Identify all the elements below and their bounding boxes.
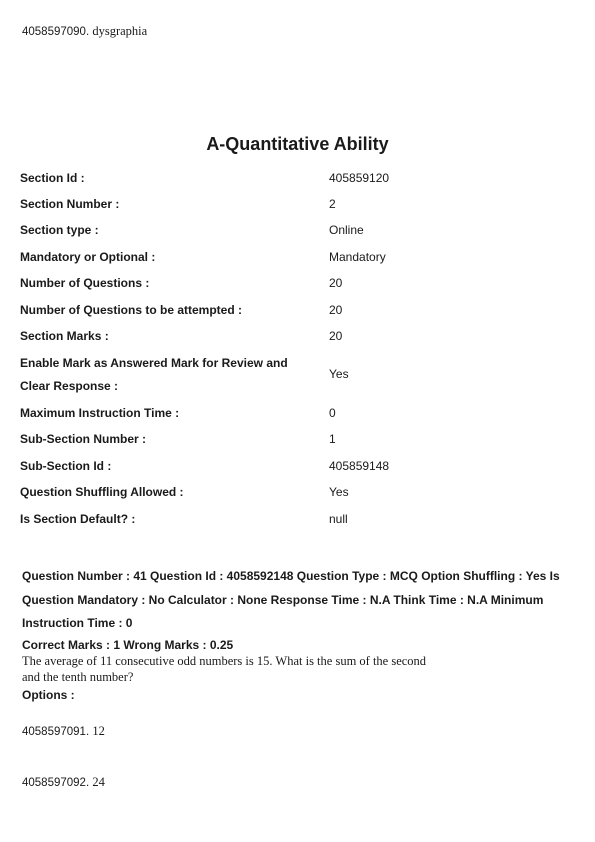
options-label: Options : (22, 687, 75, 702)
question-block (22, 565, 582, 702)
info-row (20, 303, 343, 317)
question-meta-line: Question Mandatory : No Calculator : None Response Time : N.A Think Time : N.A Minimum (22, 592, 544, 607)
info-label: Mandatory or Optional : (20, 250, 156, 264)
question-meta (22, 565, 582, 636)
question-text-line: and the tenth number? (22, 669, 134, 684)
info-label: Number of Questions : (20, 276, 150, 290)
info-label: Section type : (20, 223, 99, 237)
option-text: 24 (92, 775, 105, 789)
page-title: A-Quantitative Ability (206, 134, 389, 154)
option-text: 12 (92, 724, 105, 738)
info-label: Is Section Default? : (20, 512, 136, 526)
info-value: 2 (329, 197, 336, 211)
header-note (22, 24, 147, 39)
info-value: null (329, 512, 348, 526)
info-label: Question Shuffling Allowed : (20, 485, 184, 499)
info-row (20, 485, 349, 499)
info-row (20, 223, 364, 237)
header-text: dysgraphia (92, 24, 148, 38)
question-meta-line: Instruction Time : 0 (22, 616, 133, 630)
info-value: 20 (329, 329, 343, 343)
option-id: 4058597092. (22, 777, 90, 789)
option-item (22, 775, 105, 790)
info-label: Enable Mark as Answered Mark for Review and (20, 356, 288, 370)
question-text (22, 653, 462, 685)
option-item (22, 724, 105, 739)
info-row (20, 356, 330, 370)
info-value: Mandatory (329, 250, 386, 264)
info-label: Maximum Instruction Time : (20, 406, 180, 420)
info-row (20, 379, 330, 393)
info-value: 20 (329, 276, 343, 290)
info-value: 1 (329, 432, 336, 446)
info-row (20, 250, 386, 264)
info-value: 20 (329, 303, 343, 317)
info-value: Yes (329, 485, 349, 499)
info-row (20, 459, 390, 473)
option-id: 4058597091. (22, 726, 90, 738)
info-label: Sub-Section Id : (20, 459, 112, 473)
info-value: 405859148 (329, 459, 390, 473)
info-row (20, 197, 336, 211)
info-label: Number of Questions to be attempted : (20, 303, 243, 317)
question-marks: Correct Marks : 1 Wrong Marks : 0.25 (22, 637, 234, 652)
info-row (20, 406, 336, 420)
info-value: 405859120 (329, 171, 390, 185)
info-row (20, 171, 390, 185)
header-id: 4058597090. (22, 26, 90, 38)
info-label: Section Marks : (20, 329, 109, 343)
info-row (20, 329, 343, 343)
info-row (20, 276, 343, 290)
info-row (20, 432, 336, 446)
question-text-line: The average of 11 consecutive odd numbers is 15. What is the sum of the second (22, 653, 427, 668)
info-label: Clear Response : (20, 379, 119, 393)
info-value: 0 (329, 406, 336, 420)
info-label: Section Number : (20, 197, 120, 211)
info-value: Online (329, 223, 364, 237)
info-row (20, 512, 348, 526)
info-label: Sub-Section Number : (20, 432, 147, 446)
info-value: Yes (329, 367, 349, 381)
question-meta-line: Question Number : 41 Question Id : 4058592148 Question Type : MCQ Option Shuffling : Yes Is (22, 569, 560, 583)
info-label: Section Id : (20, 171, 85, 185)
